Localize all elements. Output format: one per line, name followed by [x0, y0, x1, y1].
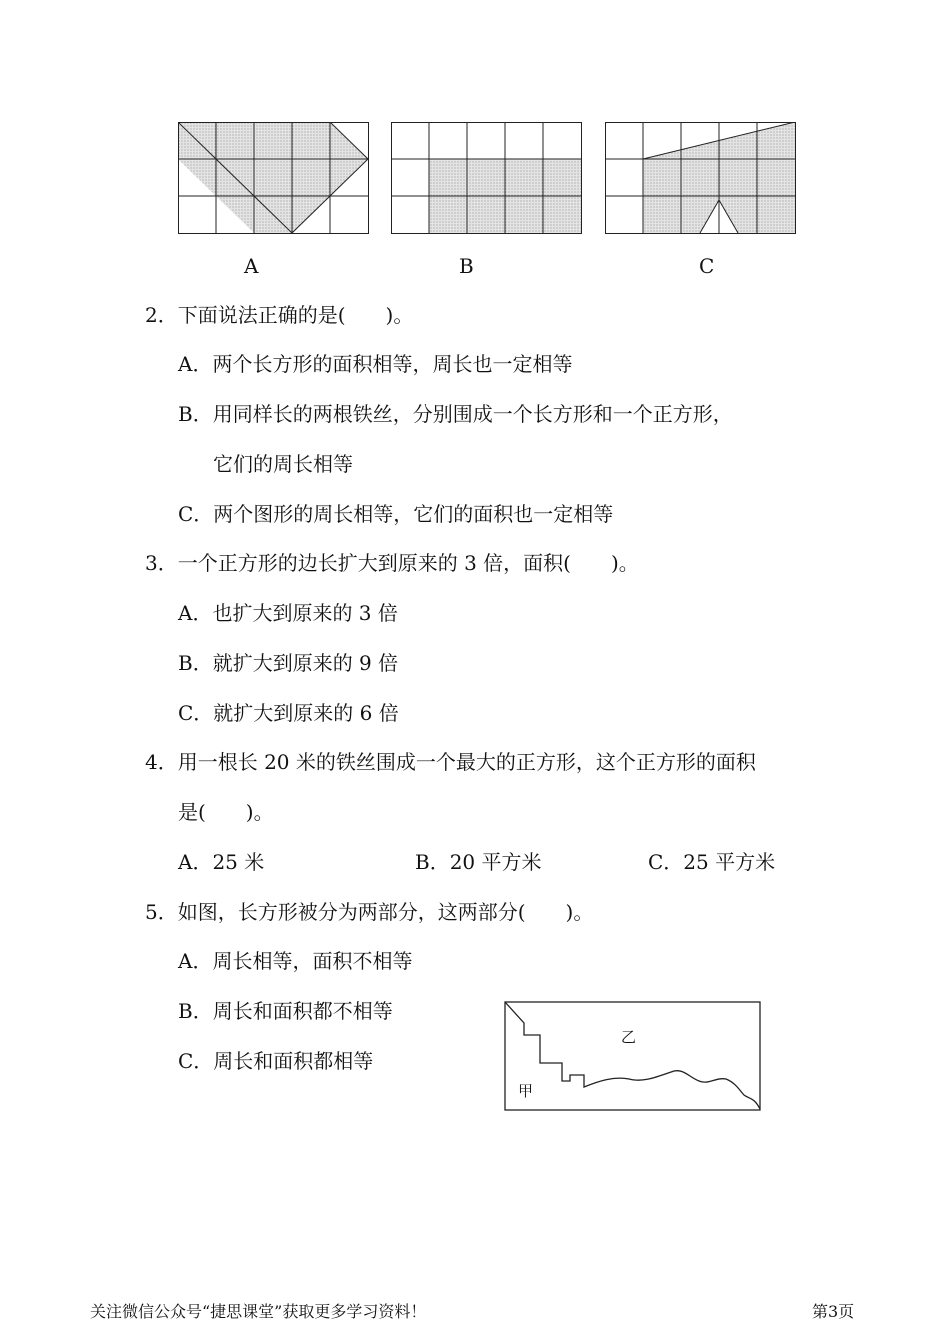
figure-c: [605, 122, 796, 234]
question-5-stem: 5．如图，长方形被分为两部分，这两部分( )。: [145, 900, 594, 924]
question-3-stem: 3．一个正方形的边长扩大到原来的 3 倍，面积( )。: [145, 551, 639, 575]
question-4-option-c: C．25 平方米: [648, 850, 776, 874]
question-5-option-a: A．周长相等，面积不相等: [178, 949, 413, 973]
question-3-option-a: A．也扩大到原来的 3 倍: [178, 601, 398, 625]
question-2-option-a: A．两个长方形的面积相等，周长也一定相等: [178, 352, 573, 376]
question-4-stem-cont: 是( )。: [178, 800, 274, 824]
figure-b: [391, 122, 582, 234]
question-5-figure: [504, 1001, 762, 1113]
question-3-option-c: C．就扩大到原来的 6 倍: [178, 701, 399, 725]
question-5-dividing-line: [505, 1002, 760, 1109]
footer-note: 关注微信公众号“捷思课堂”获取更多学习资料！: [90, 1302, 427, 1321]
question-5-label-a: 甲: [518, 1082, 534, 1100]
figure-a: [178, 122, 369, 234]
question-2-option-b: B．用同样长的两根铁丝，分别围成一个长方形和一个正方形，: [178, 402, 733, 426]
page-number: 第3页: [812, 1302, 855, 1321]
figure-label-a: A: [244, 254, 259, 278]
question-2-option-c: C．两个图形的周长相等，它们的面积也一定相等: [178, 502, 614, 526]
question-4-option-b: B．20 平方米: [415, 850, 542, 874]
question-5-option-b: B．周长和面积都不相等: [178, 999, 393, 1023]
question-4-option-a: A．25 米: [178, 850, 265, 874]
question-5-option-c: C．周长和面积都相等: [178, 1049, 374, 1073]
figure-label-b: B: [459, 254, 474, 278]
figure-a-shaded-region: [178, 122, 368, 233]
question-2-stem: 2．下面说法正确的是( )。: [145, 303, 414, 327]
question-5-label-b: 乙: [621, 1028, 637, 1046]
figure-label-c: C: [699, 254, 715, 278]
question-4-stem: 4．用一根长 20 米的铁丝围成一个最大的正方形，这个正方形的面积: [145, 750, 756, 774]
question-2-option-b-cont: 它们的周长相等: [213, 452, 353, 476]
question-3-option-b: B．就扩大到原来的 9 倍: [178, 651, 399, 675]
